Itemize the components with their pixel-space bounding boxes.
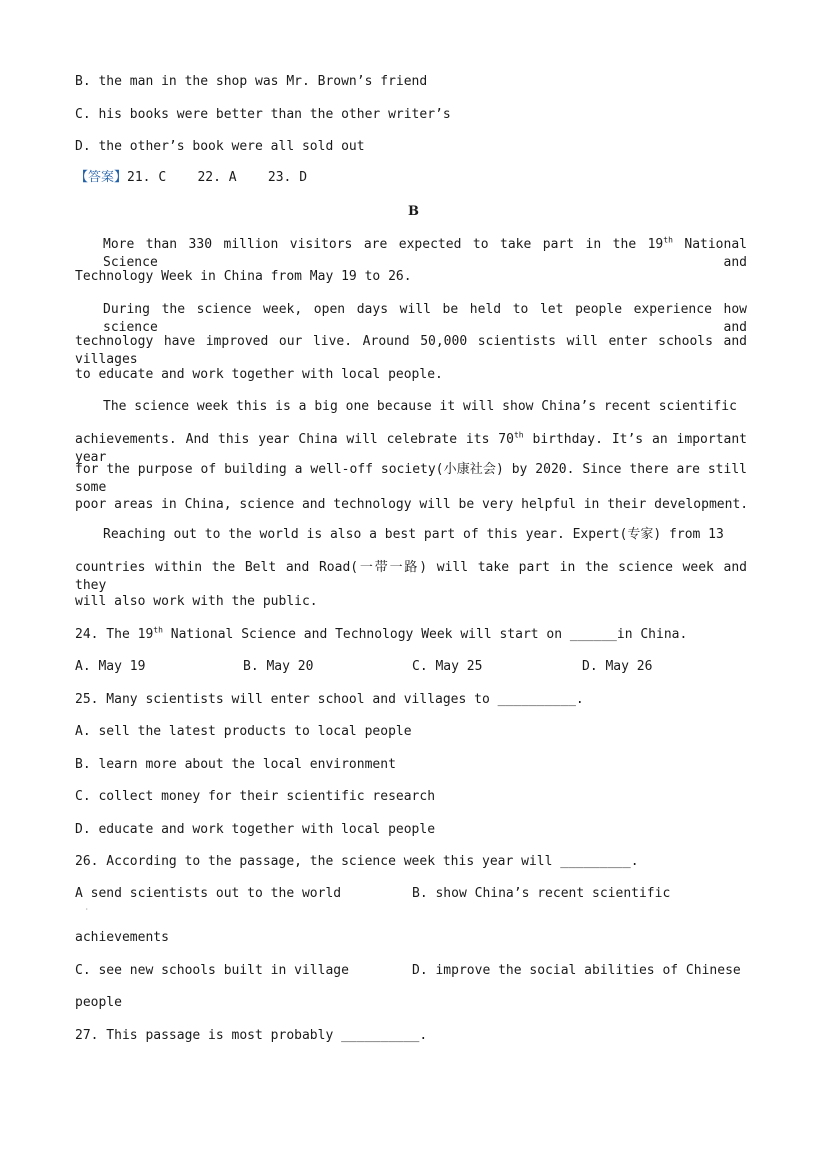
question-26-option-b-continued: achievements bbox=[75, 930, 169, 945]
question-26-option-a: A send scientists out to the world bbox=[75, 886, 342, 901]
answer-tag: 【答案】 bbox=[75, 170, 128, 185]
passage-p2-line2: technology have improved our live. Around 50,000 scientists will enter schools and villages bbox=[75, 334, 747, 367]
question-24-option-d: D. May 26 bbox=[582, 659, 653, 674]
question-26-option-c: C. see new schools built in village bbox=[75, 963, 349, 978]
passage-p2-line3: to educate and work together with local people. bbox=[75, 367, 443, 382]
passage-p4-line2: countries within the Belt and Road(一带一路) will take part in the science week and they bbox=[75, 560, 747, 593]
passage-p3-line1: The science week this is a big one because it will show China’s recent scientific bbox=[103, 399, 737, 414]
question-25-option-c: C. collect money for their scientific research bbox=[75, 789, 436, 804]
passage-p1-line2: Technology Week in China from May 19 to 26. bbox=[75, 269, 412, 284]
passage-p3-line3: for the purpose of building a well-off society(小康社会) by 2020. Since there are still some bbox=[75, 462, 747, 495]
option-c-prev: C. his books were better than the other writer’s bbox=[75, 107, 451, 122]
passage-p1-line1: More than 330 million visitors are expected to take part in the 19th National Science and bbox=[103, 235, 747, 270]
question-24-option-a: A. May 19 bbox=[75, 659, 146, 674]
question-26-option-d-continued: people bbox=[75, 995, 122, 1010]
question-25-option-b: B. learn more about the local environment bbox=[75, 757, 396, 772]
passage-p2-line1: During the science week, open days will be held to let people experience how science and bbox=[103, 302, 747, 335]
option-d-prev: D. the other’s book were all sold out bbox=[75, 139, 365, 154]
question-25-stem: 25. Many scientists will enter school and villages to __________. bbox=[75, 692, 584, 707]
question-26-option-d: D. improve the social abilities of Chinese bbox=[412, 963, 741, 978]
passage-p3-line2: achievements. And this year China will celebrate its 70th birthday. It’s an important year bbox=[75, 430, 748, 465]
question-27-stem: 27. This passage is most probably __________. bbox=[75, 1028, 428, 1043]
section-title: B bbox=[408, 204, 419, 219]
question-26-stem: 26. According to the passage, the science week this year will _________. bbox=[75, 854, 639, 869]
question-26-option-b: B. show China’s recent scientific bbox=[412, 886, 671, 901]
question-25-option-a: A. sell the latest products to local people bbox=[75, 724, 412, 739]
question-24-option-c: C. May 25 bbox=[412, 659, 483, 674]
passage-p4-line3: will also work with the public. bbox=[75, 594, 318, 609]
option-b-prev: B. the man in the shop was Mr. Brown’s friend bbox=[75, 74, 428, 89]
answer-line bbox=[75, 169, 307, 187]
question-24-stem: 24. The 19th National Science and Technology Week will start on ______in China. bbox=[75, 625, 688, 642]
question-24-option-b: B. May 20 bbox=[243, 659, 314, 674]
passage-p4-line1: Reaching out to the world is also a best part of this year. Expert(专家) from 13 bbox=[103, 527, 724, 542]
answer-text: 21. C 22. A 23. D bbox=[127, 170, 308, 185]
passage-p3-line4: poor areas in China, science and technology will be very helpful in their development. bbox=[75, 497, 749, 512]
question-25-option-d: D. educate and work together with local people bbox=[75, 822, 436, 837]
stray-dot: · bbox=[85, 906, 89, 913]
